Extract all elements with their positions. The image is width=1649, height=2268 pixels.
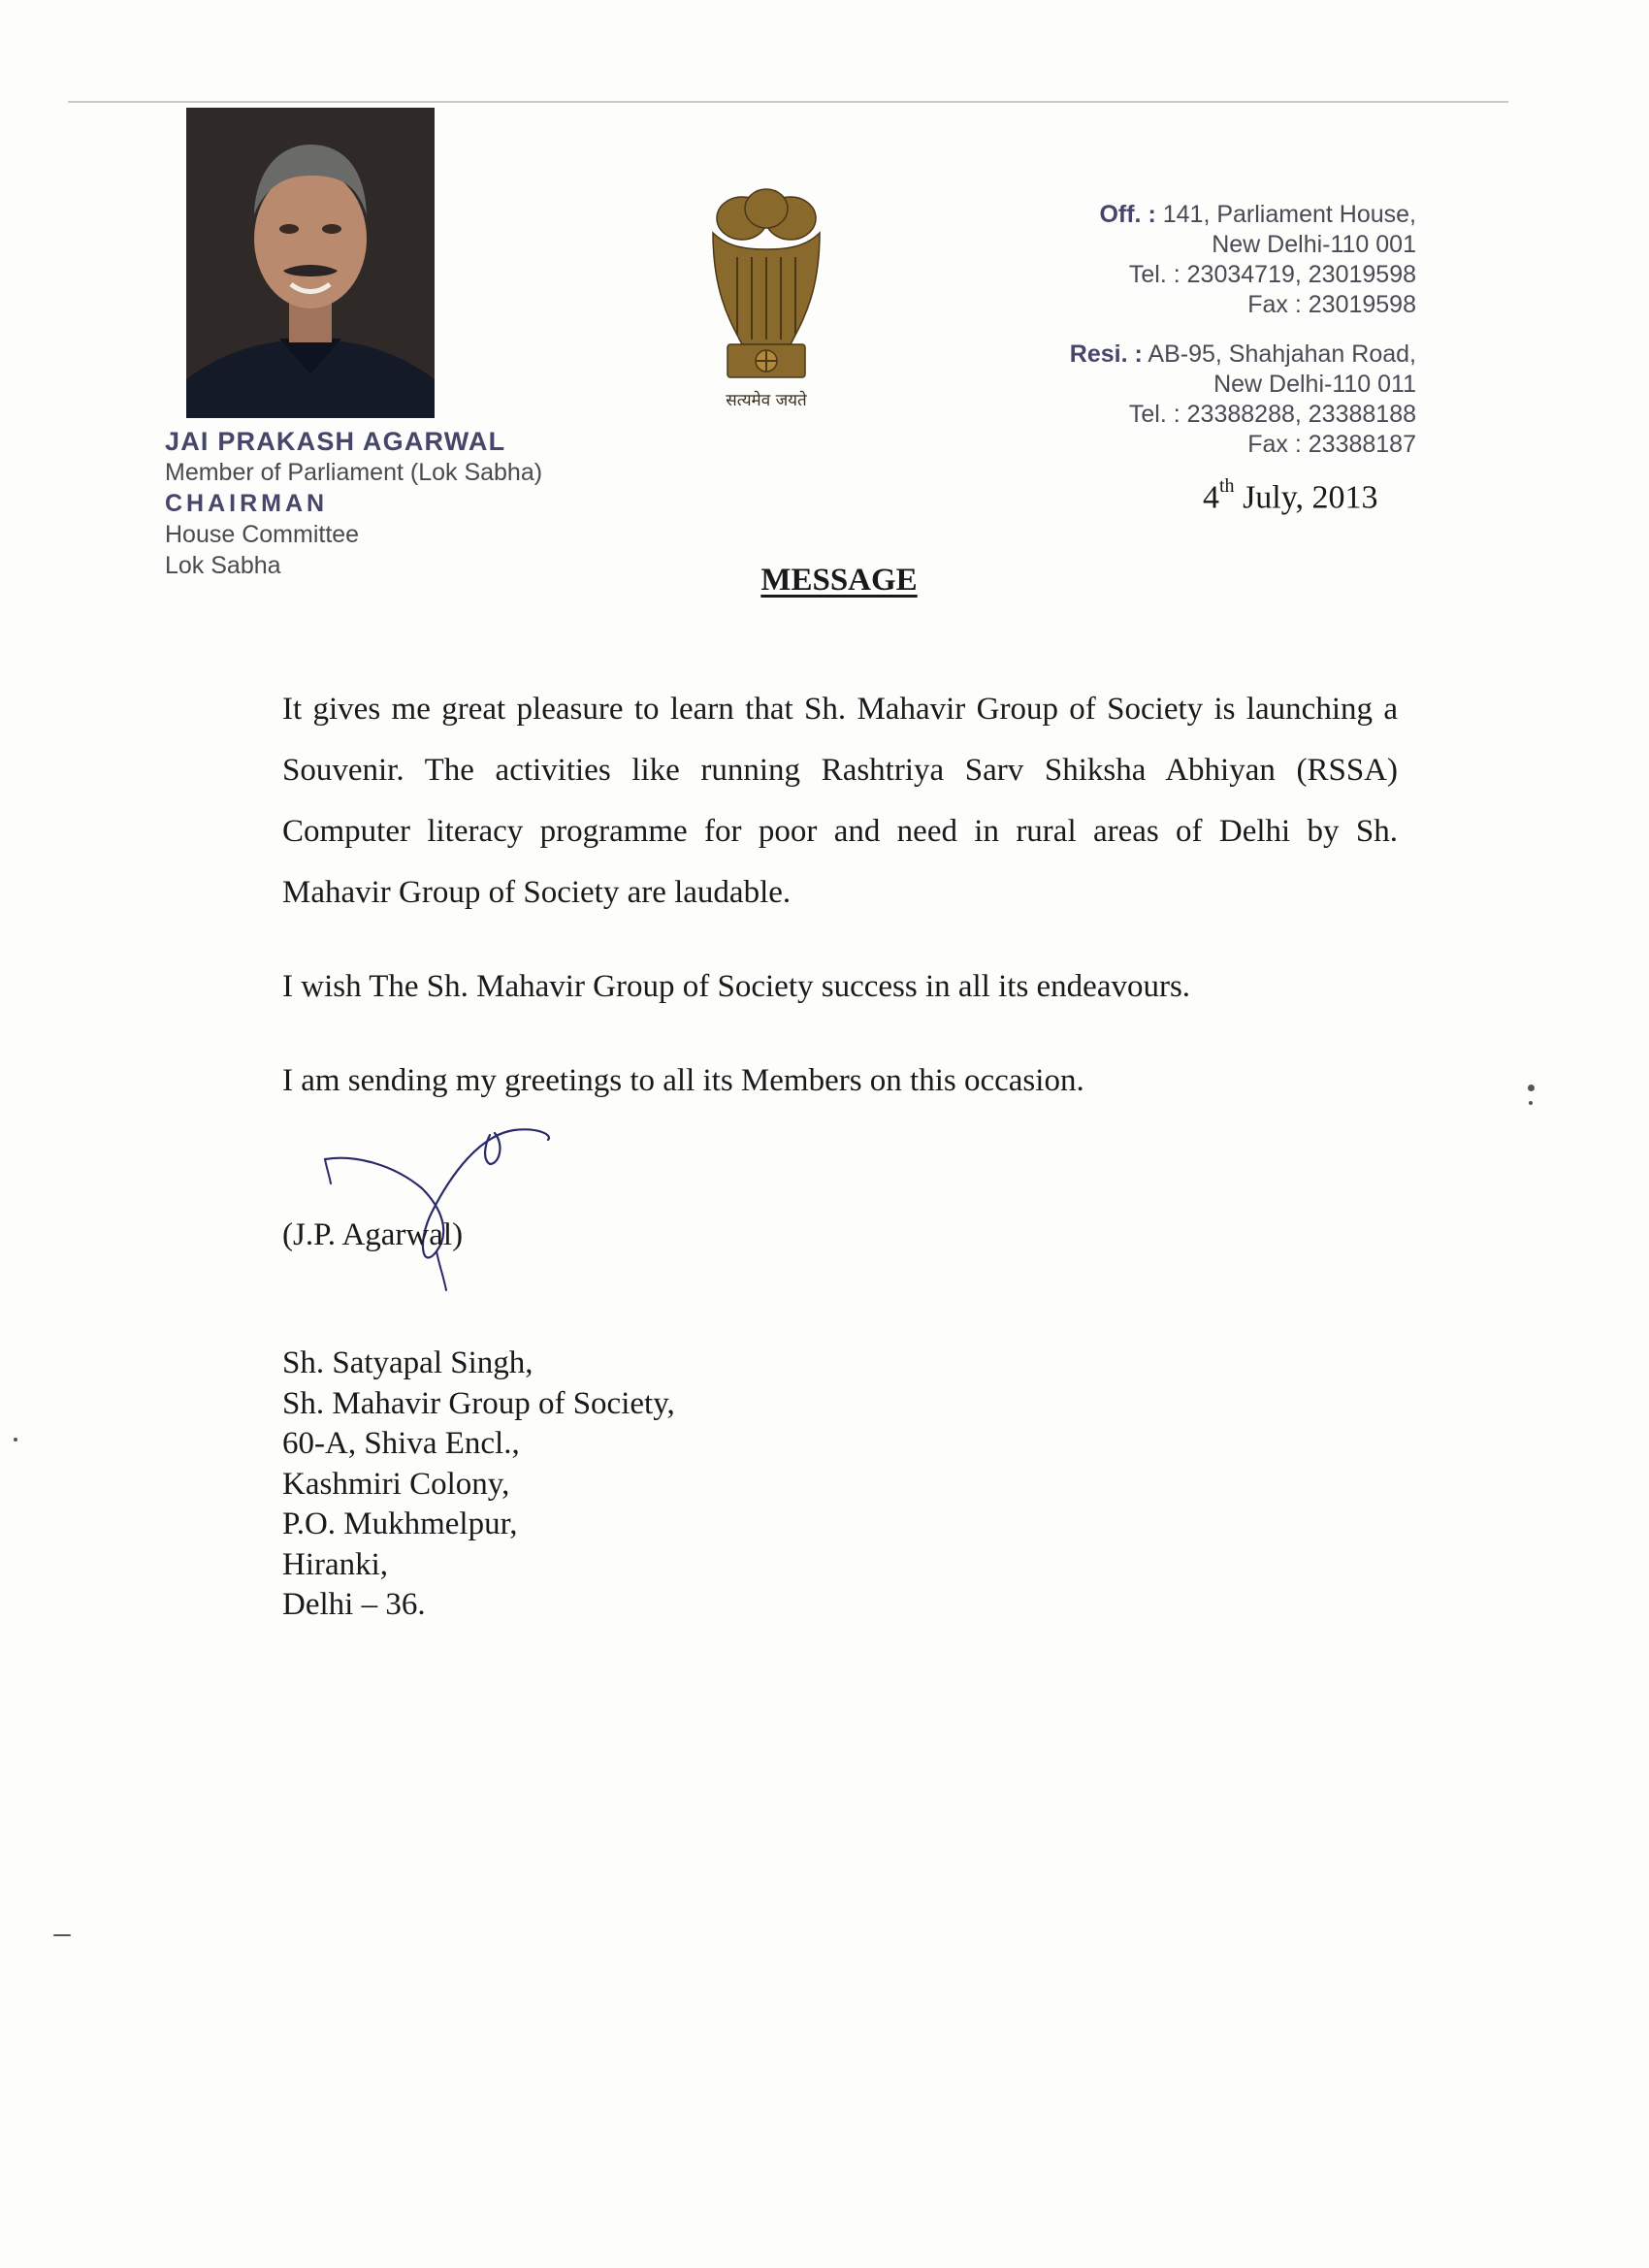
message-body (282, 679, 1398, 1112)
residence-tel: Tel. : 23388288, 23388188 (1128, 401, 1416, 428)
date-suffix: th (1219, 475, 1235, 497)
top-rule (68, 101, 1508, 103)
recipient-line: Kashmiri Colony, (282, 1466, 510, 1502)
office-line2: New Delhi-110 001 (1212, 231, 1416, 258)
residence-line2: New Delhi-110 011 (1213, 371, 1416, 398)
letter-date (1203, 475, 1378, 516)
office-tel: Tel. : 23034719, 23019598 (1128, 261, 1416, 288)
date-rest: July, 2013 (1234, 479, 1378, 516)
emblem-motto: सत्यमेव जयते (726, 391, 807, 410)
scan-speck (1529, 1101, 1533, 1105)
sender-block (165, 427, 542, 581)
office-address (1070, 200, 1416, 320)
office-line1: 141, Parliament House, (1162, 201, 1416, 228)
sender-name: JAI PRAKASH AGARWAL (165, 427, 506, 456)
recipient-line: Hiranki, (282, 1546, 389, 1582)
signatory-name: (J.P. Agarwal) (282, 1217, 464, 1252)
message-paragraph-1: It gives me great pleasure to learn that Sh. Mahavir Group of Society is launching a Souvenir. The activities like running Rashtriya Sarv Shiksha Abhiyan (RSSA) Computer literacy programme for poor and need in rural areas of Delhi by Sh. Mahavir Group of Society are laudable. (282, 692, 1398, 910)
sender-role: CHAIRMAN (165, 490, 329, 517)
residence-label: Resi. : (1069, 340, 1143, 368)
state-emblem-icon (694, 179, 839, 417)
office-fax: Fax : 23019598 (1247, 291, 1416, 318)
residence-address (1070, 340, 1416, 460)
message-paragraph-3: I am sending my greetings to all its Members on this occasion. (282, 1063, 1084, 1098)
sender-portrait (186, 108, 435, 418)
sender-designation: Member of Parliament (Lok Sabha) (165, 459, 543, 486)
recipient-line: Sh. Satyapal Singh, (282, 1345, 534, 1380)
scan-speck (14, 1438, 17, 1442)
recipient-address (282, 1344, 675, 1626)
message-paragraph-2: I wish The Sh. Mahavir Group of Society success in all its endeavours. (282, 969, 1191, 1004)
recipient-line: Delhi – 36. (282, 1587, 426, 1622)
scan-speck (53, 1934, 71, 1936)
recipient-line: Sh. Mahavir Group of Society, (282, 1385, 675, 1421)
handwritten-signature (315, 1116, 558, 1300)
sender-committee: House Committee (165, 521, 360, 548)
message-heading: MESSAGE (760, 563, 918, 598)
recipient-line: 60-A, Shiva Encl., (282, 1426, 520, 1461)
recipient-line: P.O. Mukhmelpur, (282, 1507, 518, 1541)
residence-fax: Fax : 23388187 (1247, 431, 1416, 458)
date-day: 4 (1203, 479, 1219, 516)
residence-line1: AB-95, Shahjahan Road, (1148, 340, 1416, 368)
sender-house: Lok Sabha (165, 552, 281, 579)
contact-block (1070, 200, 1416, 460)
office-label: Off. : (1099, 201, 1156, 228)
scan-speck (1528, 1085, 1535, 1091)
